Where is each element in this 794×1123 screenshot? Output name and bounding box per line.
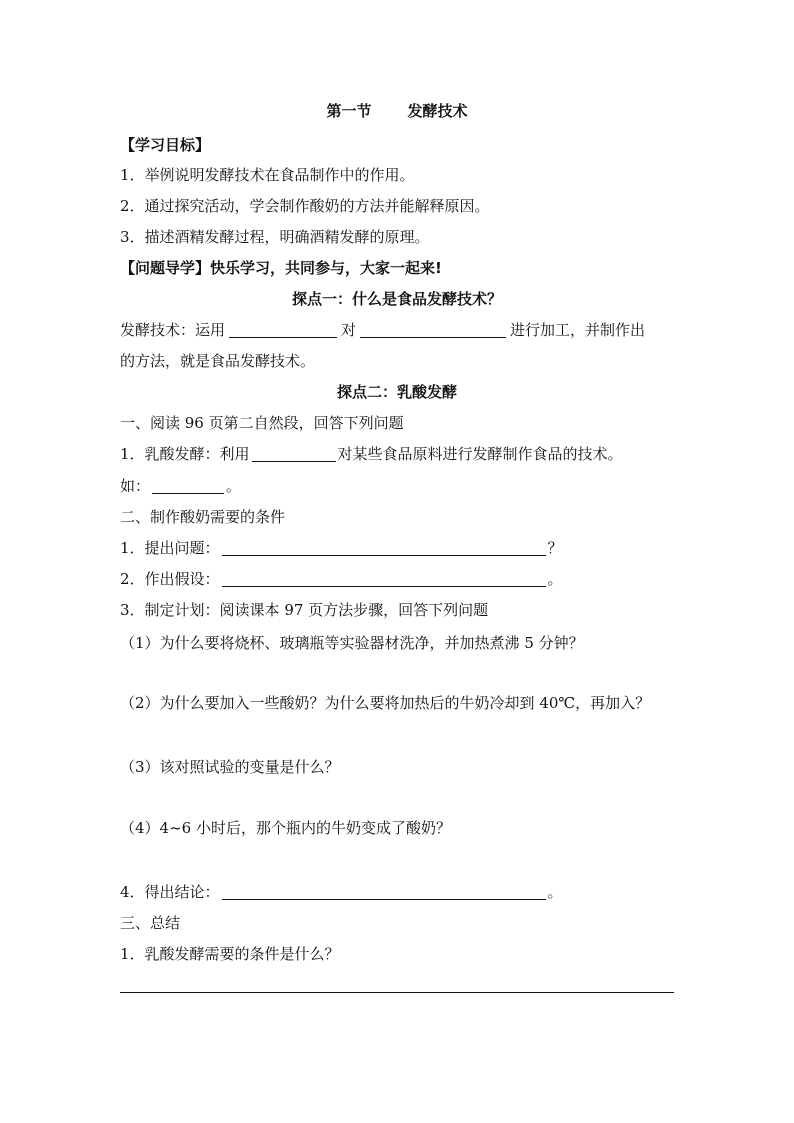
objective-item-1: 1．举例说明发酵技术在食品制作中的作用。 (120, 166, 415, 184)
sub-question-3: （3）该对照试验的变量是什么？ (120, 758, 340, 776)
q1-example-label: 如： (120, 477, 151, 495)
question-lactic-fermentation (120, 444, 623, 464)
objective-item-2: 2．通过探究活动，学会制作酸奶的方法并能解释原因。 (120, 197, 490, 215)
section-1-heading: 一、阅读 96 页第二自然段，回答下列问题 (120, 414, 404, 432)
ask-end: ？ (547, 539, 563, 557)
blank-question[interactable] (222, 539, 546, 556)
title-part2: 发酵技术 (407, 102, 468, 120)
conclusion-label: 4．得出结论： (120, 883, 220, 901)
point1-text-a: 发酵技术：运用 (120, 321, 226, 339)
conclusion-end: 。 (547, 883, 563, 901)
section-2-heading: 二、制作酸奶需要的条件 (120, 508, 286, 526)
hypothesis-label: 2．作出假设： (120, 570, 220, 588)
step-hypothesis (120, 569, 563, 589)
sub-question-4: （4）4~6 小时后，那个瓶内的牛奶变成了酸奶？ (120, 819, 451, 837)
title-part1: 第一节 (326, 102, 372, 120)
blank-raw-material[interactable] (360, 321, 506, 338)
ask-label: 1．提出问题： (120, 539, 220, 557)
blank-hypothesis[interactable] (222, 570, 546, 587)
page-title (0, 101, 794, 121)
point1-line2: 的方法，就是食品发酵技术。 (120, 352, 316, 370)
blank-example[interactable] (152, 477, 224, 494)
step-ask-question (120, 538, 563, 558)
sub-question-1: （1）为什么要将烧杯、玻璃瓶等实验器材洗净，并加热煮沸 5 分钟？ (120, 634, 584, 652)
blank-microbe[interactable] (229, 321, 337, 338)
hypothesis-end: 。 (547, 570, 563, 588)
summary-question-1: 1．乳酸发酵需要的条件是什么？ (120, 945, 340, 963)
point1-text-c: 进行加工，并制作出 (510, 321, 646, 339)
step-conclusion (120, 882, 563, 902)
guide-heading: 【问题导学】快乐学习，共同参与，大家一起来! (120, 259, 442, 277)
point1-line1 (120, 320, 645, 340)
blank-conclusion[interactable] (222, 883, 546, 900)
point1-text-b: 对 (341, 321, 357, 339)
sub-question-2: （2）为什么要加入一些酸奶？为什么要将加热后的牛奶冷却到 40℃，再加入？ (120, 694, 651, 712)
question-example (120, 476, 241, 496)
section-3-heading: 三、总结 (120, 914, 181, 932)
point2-heading: 探点二：乳酸发酵 (336, 383, 457, 401)
step-plan: 3．制定计划：阅读课本 97 页方法步骤，回答下列问题 (120, 601, 489, 619)
q1-text-a: 1．乳酸发酵：利用 (120, 445, 250, 463)
q1-text-b: 对某些食品原料进行发酵制作食品的技术。 (337, 445, 623, 463)
objective-item-3: 3．描述酒精发酵过程，明确酒精发酵的原理。 (120, 228, 430, 246)
objectives-heading: 【学习目标】 (120, 136, 211, 154)
blank-lactic-bacteria[interactable] (252, 445, 336, 462)
q1-example-end: 。 (226, 477, 242, 495)
answer-line[interactable] (120, 992, 674, 993)
point1-heading: 探点一：什么是食品发酵技术？ (291, 290, 502, 308)
